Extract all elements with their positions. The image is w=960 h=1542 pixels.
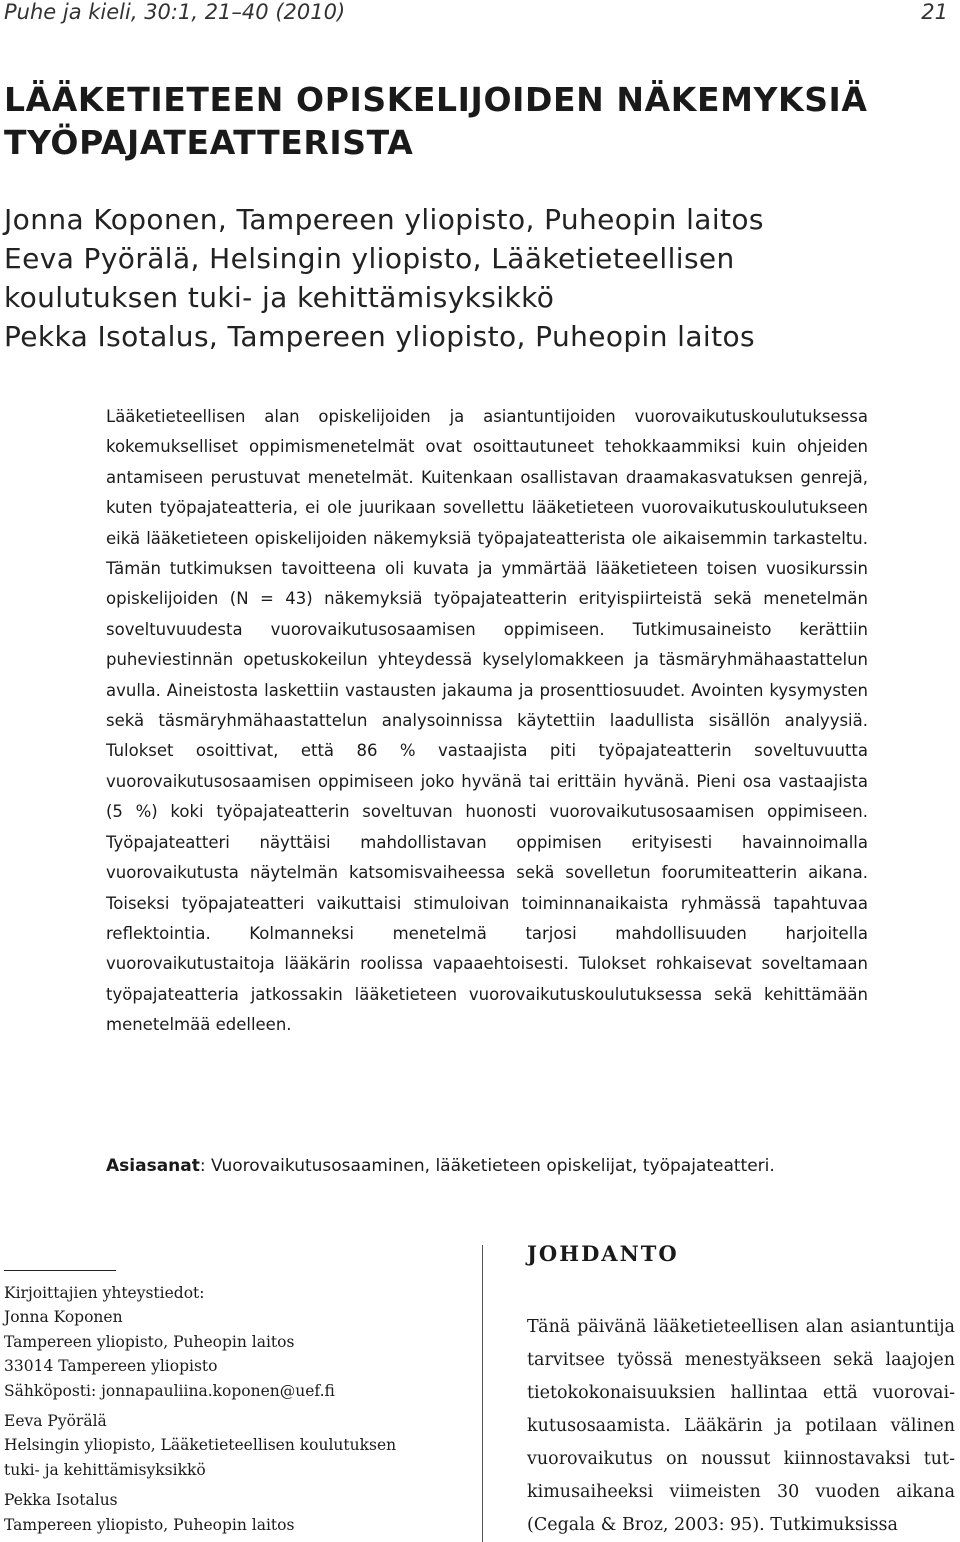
page-number: 21: [921, 0, 948, 24]
contact-line: Tampereen yliopisto, Puheopin laitos: [4, 1515, 295, 1534]
contacts-heading: Kirjoittajien yhteystiedot:: [4, 1284, 205, 1302]
author-line: Eeva Pyörälä, Helsingin yliopisto, Lääketieteellisen: [4, 242, 735, 275]
contact-line: Helsingin yliopisto, Lääketieteellisen koulutuksen: [4, 1436, 397, 1455]
article-title: [4, 78, 944, 164]
article-title-line: TYÖPAJATEATTERISTA: [4, 123, 414, 162]
contact-block: [4, 1488, 444, 1537]
abstract: [106, 402, 868, 1041]
contact-email: Sähköposti: jonnapauliina.koponen@uef.fi: [4, 1381, 335, 1400]
author-line: Pekka Isotalus, Tampereen yliopisto, Puheopin laitos: [4, 320, 756, 353]
section-body: [527, 1311, 955, 1542]
journal-citation: Puhe ja kieli, 30:1, 21–40 (2010): [4, 0, 346, 24]
contact-block: [4, 1305, 444, 1403]
keywords-label: Asiasanat: [106, 1156, 200, 1176]
article-title-line: LÄÄKETIETEEN OPISKELIJOIDEN NÄKEMYKSIÄ: [4, 80, 868, 119]
contact-line: Eeva Pyörälä: [4, 1412, 107, 1431]
author-contacts: [4, 1281, 444, 1537]
contact-line: tuki- ja kehittämisyksikkö: [4, 1460, 206, 1479]
footnote-rule: [4, 1270, 116, 1271]
contact-line: Pekka Isotalus: [4, 1491, 118, 1510]
contact-line: Jonna Koponen: [4, 1308, 123, 1327]
running-head: [4, 0, 948, 28]
author-line: Jonna Koponen, Tampereen yliopisto, Puheopin laitos: [4, 203, 764, 236]
section-heading: JOHDANTO: [527, 1241, 679, 1266]
section-paragraph: Tänä päivänä lääketieteellisen alan asiantuntija tarvitsee työssä menestyäkseen sekä laajojen tietokokonaisuuksien hallintaa että vuorovaikutusosaamista. Lääkärin ja potilaan välinen vuorovaikutus on noussut kiinnostavaksi tutkimusaiheeksi viimeisten 30 vuoden aikana (Cegala & Broz, 2003: 95). Tutkimuksissa: [527, 1317, 955, 1535]
abstract-text: Lääketieteellisen alan opiskelijoiden ja asiantuntijoiden vuorovaikutuskoulutuksessa kokemukselliset oppimismenetelmät ovat osoittautuneet tehokkaammiksi kuin ohjeiden antamiseen perustuvat menetelmät. Kuitenkaan osallistavan draamakasvatuksen genrejä, kuten työpajateatteria, ei ole juurikaan sovellettu lääketieteen vuorovaikutuskoulutukseen eikä lääketieteen opiskelijoiden näkemyksiä työpajateatterista ole aikaisemmin tarkasteltu. Tämän tutkimuksen tavoitteena oli kuvata ja ymmärtää lääketieteen toisen vuosikurssin opiskelijoiden (N = 43) näkemyksiä työpajateatterin erityispiirteistä sekä menetelmän soveltuvuudesta vuorovaikutusosaamisen oppimiseen. Tutkimusaineisto kerättiin puheviestinnän opetuskokeilun yhteydessä kyselylomakkeen ja täsmäryhmähaastattelun avulla. Aineistosta laskettiin vastausten jakauma ja prosenttiosuudet. Avointen kysymysten sekä täsmäryhmähaastattelun analysoinnissa käytettiin laadullista sisällön analyysiä. Tulokset osoittivat, että 86 % vastaajista piti työpajateatterin soveltuvuutta vuorovaikutusosaamisen oppimiseen joko hyvänä tai erittäin hyvänä. Pieni osa vastaajista (5 %) koki työpajateatterin soveltuvan huonosti vuorovaikutusosaamisen oppimiseen. Työpajateatteri näyttäisi mahdollistavan oppimisen erityisesti havainnoimalla vuorovaikutusta näytelmän katsomisvaiheessa sekä sovelletun foorumiteatterin aikana. Toiseksi työpajateatteri vaikuttaisi stimuloivan toiminnanaikaista ryhmässä tapahtuvaa reflektointia. Kolmanneksi menetelmä tarjosi mahdollisuuden harjoitella vuorovaikutustaitoja lääkärin roolissa vapaaehtoisesti. Tulokset rohkaisevat soveltamaan työpajateatteria jatkossakin lääketieteen vuorovaikutuskoulutuksessa sekä kehittämään menetelmää edelleen.: [106, 407, 868, 1035]
author-line: koulutuksen tuki- ja kehittämisyksikkö: [4, 281, 555, 314]
contact-block: [4, 1409, 444, 1482]
author-list: [4, 200, 944, 356]
column-divider: [482, 1245, 483, 1542]
contact-line: Tampereen yliopisto, Puheopin laitos: [4, 1332, 295, 1351]
keywords: [106, 1154, 906, 1178]
contact-line: 33014 Tampereen yliopisto: [4, 1357, 218, 1376]
keywords-text: : Vuorovaikutusosaaminen, lääketieteen opiskelijat, työpajateatteri.: [199, 1156, 775, 1176]
